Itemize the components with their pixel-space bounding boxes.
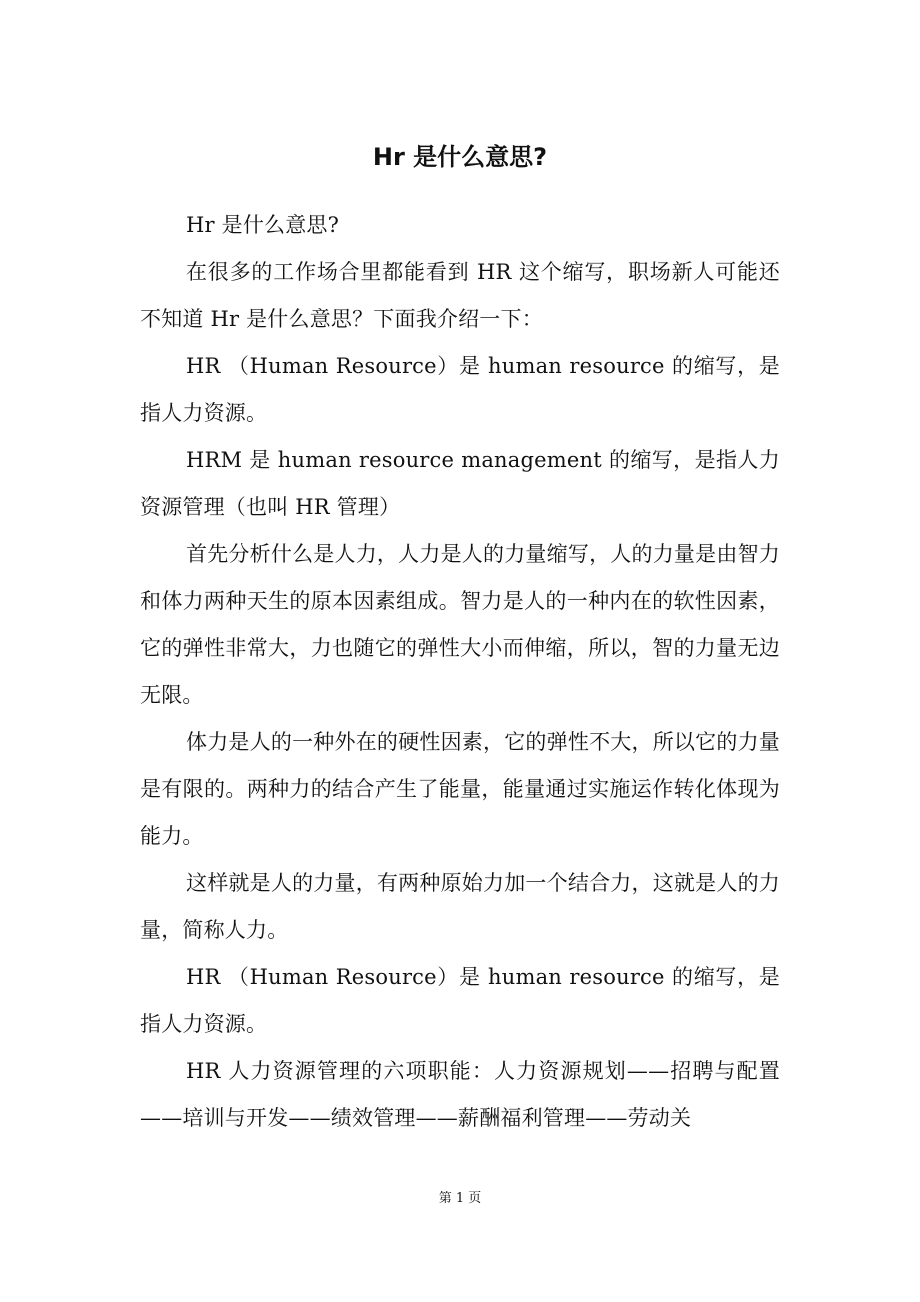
document-body <box>140 202 780 1142</box>
paragraph: HR 人力资源管理的六项职能：人力资源规划——招聘与配置——培训与开发——绩效管理——薪酬福利管理——劳动关 <box>140 1059 780 1130</box>
paragraph: HRM 是 human resource management 的缩写，是指人力资源管理（也叫 HR 管理） <box>140 448 780 519</box>
paragraph: 这样就是人的力量，有两种原始力加一个结合力，这就是人的力量，简称人力。 <box>140 871 780 942</box>
document-title: Hr 是什么意思? <box>372 143 548 171</box>
paragraph: 首先分析什么是人力，人力是人的力量缩写，人的力量是由智力和体力两种天生的原本因素组成。智力是人的一种内在的软性因素，它的弹性非常大，力也随它的弹性大小而伸缩，所以，智的力量无边无限。 <box>140 542 780 707</box>
paragraph: 在很多的工作场合里都能看到 HR 这个缩写，职场新人可能还不知道 Hr 是什么意思？下面我介绍一下： <box>140 260 780 331</box>
page-number: 第 1 页 <box>438 1191 482 1206</box>
paragraph: HR （Human Resource）是 human resource 的缩写，是指人力资源。 <box>140 965 780 1036</box>
paragraph: 体力是人的一种外在的硬性因素，它的弹性不大，所以它的力量是有限的。两种力的结合产生了能量，能量通过实施运作转化体现为能力。 <box>140 730 780 848</box>
paragraph: Hr 是什么意思? <box>186 213 340 237</box>
paragraph: HR （Human Resource）是 human resource 的缩写，是指人力资源。 <box>140 354 780 425</box>
